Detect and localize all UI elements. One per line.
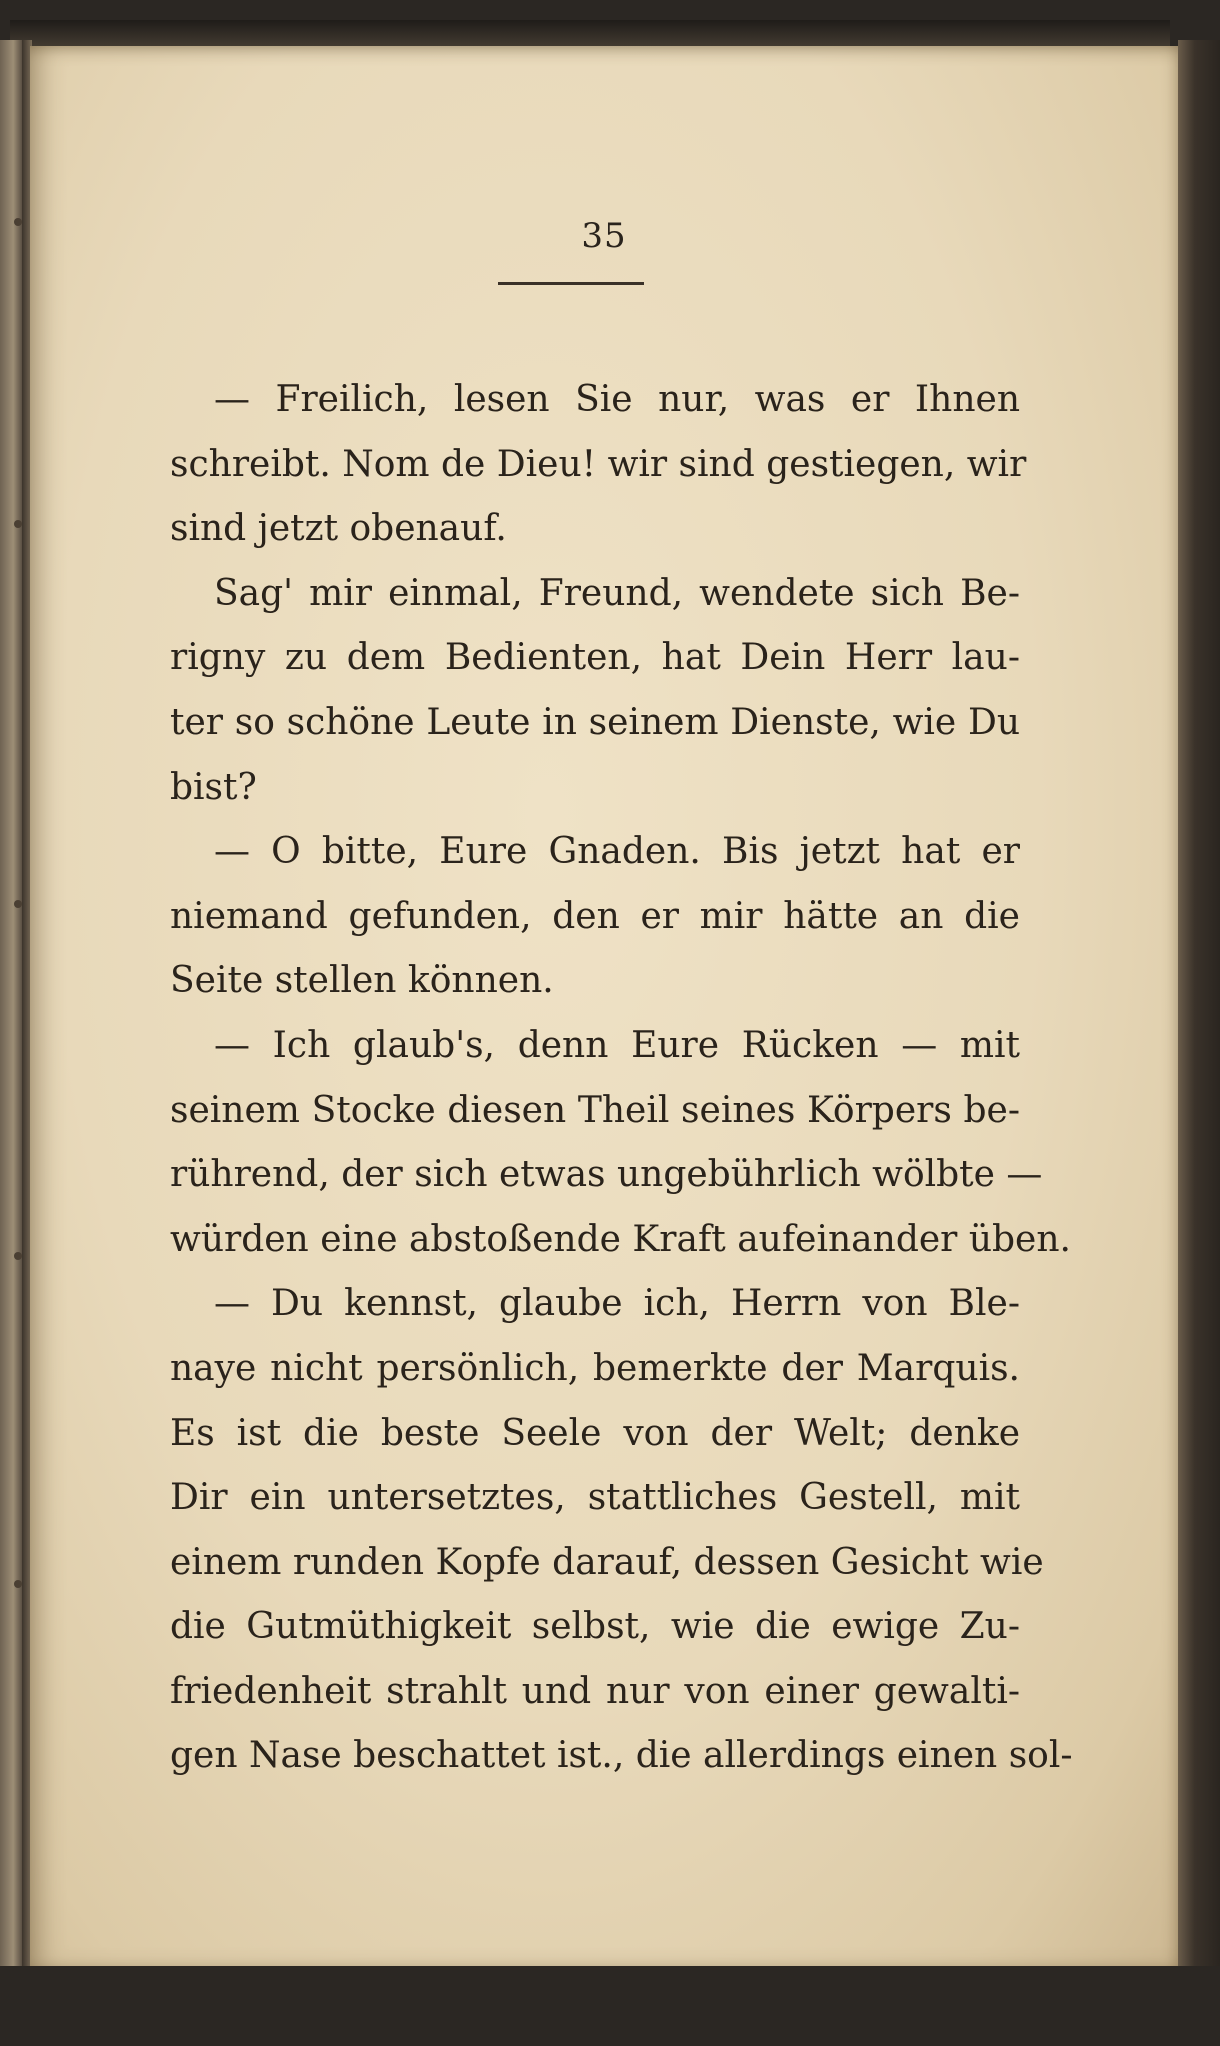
text-line: würden eine abstoßende Kraft aufeinander üben. bbox=[170, 1218, 1071, 1260]
book-page bbox=[30, 46, 1178, 1966]
book-cover-edge bbox=[1178, 40, 1220, 1980]
margin-dot bbox=[14, 1580, 22, 1588]
text-line: rührend, der sich etwas ungebührlich wölbte — bbox=[170, 1154, 1043, 1196]
text-line: niemand gefunden, den er mir hätte an die bbox=[170, 895, 1020, 937]
text-line: seinem Stocke diesen Theil seines Körpers be- bbox=[170, 1089, 1020, 1131]
text-line: Es ist die beste Seele von der Welt; denke bbox=[170, 1412, 1020, 1454]
body-text bbox=[170, 368, 1073, 1789]
margin-dot bbox=[14, 520, 22, 528]
text-line: — Ich glaub's, denn Eure Rücken — mit bbox=[214, 1024, 1020, 1066]
text-line: gen Nase beschattet ist., die allerdings einen sol- bbox=[170, 1735, 1073, 1777]
page-number: 35 bbox=[581, 216, 627, 256]
text-line: schreibt. Nom de Dieu! wir sind gestiegen, wir bbox=[170, 443, 1027, 485]
text-line: einem runden Kopfe darauf, dessen Gesicht wie bbox=[170, 1541, 1044, 1583]
text-line: Seite stellen können. bbox=[170, 960, 554, 1002]
text-line: sind jetzt obenauf. bbox=[170, 508, 507, 550]
text-line: — Freilich, lesen Sie nur, was er Ihnen bbox=[214, 379, 1020, 420]
text-line: — O bitte, Eure Gnaden. Bis jetzt hat er bbox=[214, 831, 1020, 873]
margin-dot bbox=[14, 218, 22, 226]
margin-dot bbox=[14, 1252, 22, 1260]
header-rule bbox=[498, 282, 644, 285]
text-line: die Gutmüthigkeit selbst, wie die ewige Zu- bbox=[170, 1606, 1020, 1648]
text-line: bist? bbox=[170, 766, 257, 808]
text-line: Sag' mir einmal, Freund, wendete sich Be- bbox=[214, 572, 1020, 614]
facing-page-edge bbox=[0, 40, 22, 1970]
scan-bottom-edge bbox=[0, 1966, 1220, 2046]
text-line: — Du kennst, glaube ich, Herrn von Ble- bbox=[214, 1283, 1020, 1325]
margin-dot bbox=[14, 900, 22, 908]
text-line: friedenheit strahlt und nur von einer gewalti- bbox=[170, 1670, 1020, 1712]
text-line: naye nicht persönlich, bemerkte der Marquis. bbox=[170, 1347, 1020, 1389]
text-line: ter so schöne Leute in seinem Dienste, wie Du bbox=[170, 701, 1020, 743]
text-line: rigny zu dem Bedienten, hat Dein Herr lau- bbox=[170, 637, 1020, 679]
text-line: Dir ein untersetztes, stattliches Gestell, mit bbox=[170, 1477, 1020, 1519]
